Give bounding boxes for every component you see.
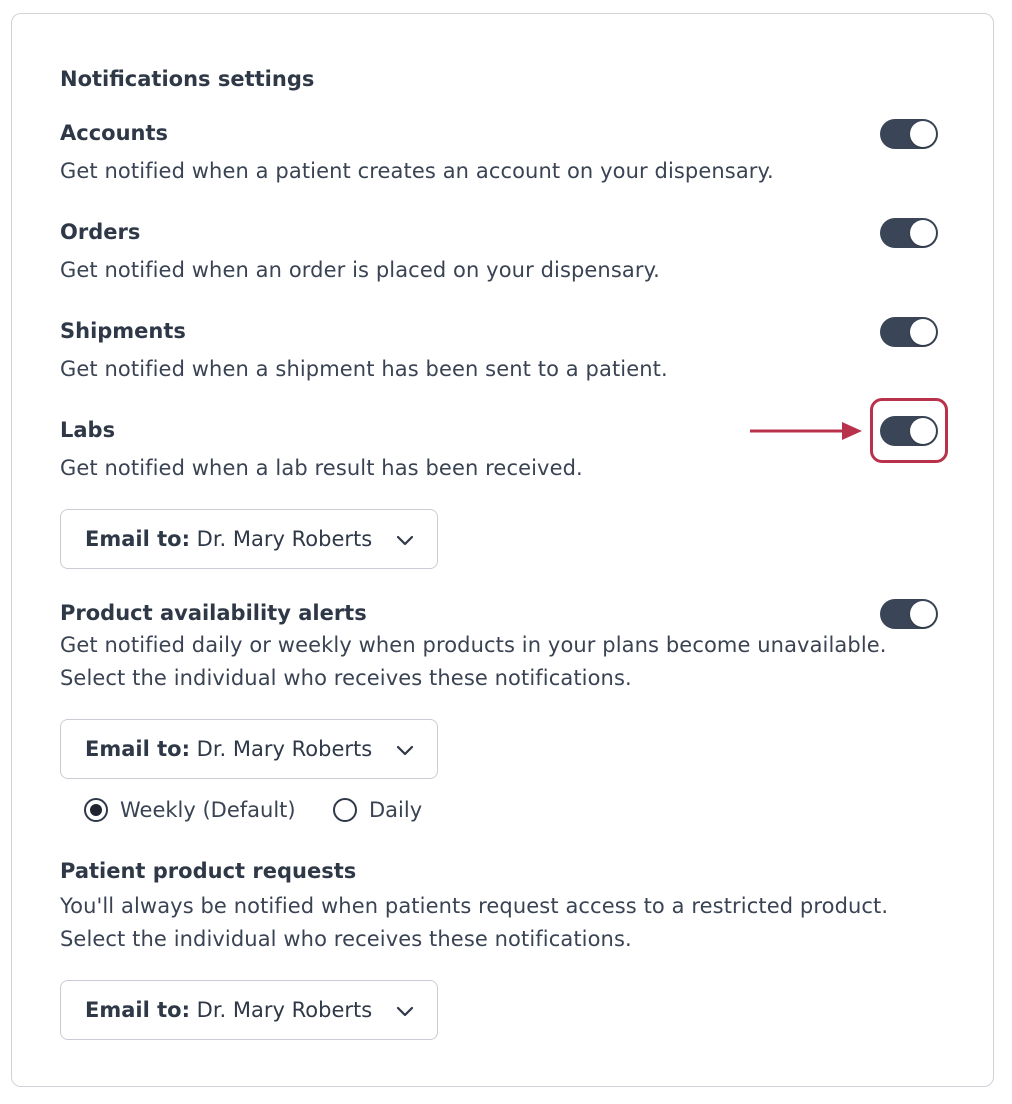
labs-title: Labs [60,418,116,442]
patient-product-requests-email-dropdown[interactable] [60,980,438,1040]
frequency-daily-label: Daily [369,798,423,822]
orders-description: Get notified when an order is placed on your dispensary. [60,258,660,282]
page-title: Notifications settings [60,67,315,91]
chevron-down-icon [396,744,414,756]
email-recipient: Dr. Mary Roberts [196,737,373,761]
product-availability-description-2: Select the individual who receives these notifications. [60,666,632,690]
chevron-down-icon [396,1005,414,1017]
email-label: Email to: [85,527,190,551]
labs-toggle[interactable] [880,416,938,446]
accounts-title: Accounts [60,121,169,145]
accounts-description: Get notified when a patient creates an account on your dispensary. [60,159,774,183]
product-availability-title: Product availability alerts [60,601,367,625]
email-label: Email to: [85,737,190,761]
labs-description: Get notified when a lab result has been received. [60,456,583,480]
dropdown-text [85,526,372,552]
product-availability-toggle[interactable] [880,599,938,629]
email-label: Email to: [85,998,190,1022]
product-availability-email-dropdown[interactable] [60,719,438,779]
shipments-toggle[interactable] [880,317,938,347]
toggle-knob [910,418,936,444]
product-availability-description: Get notified daily or weekly when products in your plans become unavailable. [60,633,887,657]
chevron-down-icon [396,534,414,546]
frequency-weekly-label: Weekly (Default) [120,798,296,822]
email-recipient: Dr. Mary Roberts [196,998,373,1022]
patient-product-requests-description-2: Select the individual who receives these notifications. [60,927,632,951]
frequency-daily-radio[interactable] [333,798,357,822]
toggle-knob [910,601,936,627]
toggle-knob [910,220,936,246]
orders-title: Orders [60,220,141,244]
toggle-knob [910,121,936,147]
accounts-toggle[interactable] [880,119,938,149]
email-recipient: Dr. Mary Roberts [196,527,373,551]
patient-product-requests-title: Patient product requests [60,859,357,883]
dropdown-text [85,997,372,1023]
dropdown-text [85,736,372,762]
arrow-right-icon [750,420,865,442]
orders-toggle[interactable] [880,218,938,248]
labs-email-dropdown[interactable] [60,509,438,569]
patient-product-requests-description: You'll always be notified when patients request access to a restricted product. [60,894,889,918]
toggle-knob [910,319,936,345]
shipments-title: Shipments [60,319,186,343]
shipments-description: Get notified when a shipment has been sent to a patient. [60,357,668,381]
frequency-weekly-radio[interactable] [84,798,108,822]
